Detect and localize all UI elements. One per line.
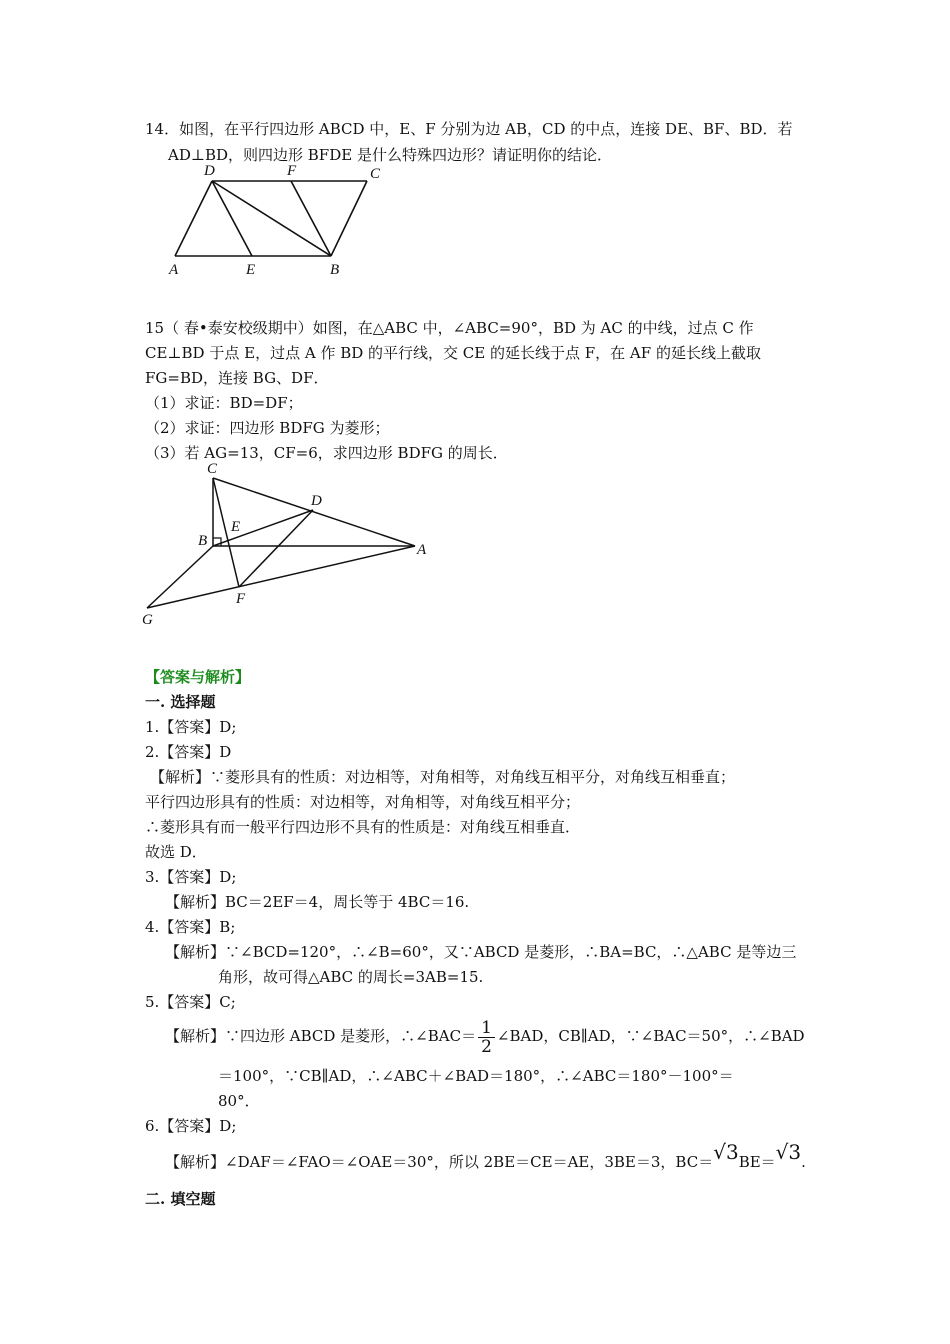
answer-5-explanation-3: 80°． bbox=[218, 1092, 260, 1110]
section-fill-blank-heading: 二. 填空题 bbox=[145, 1190, 216, 1208]
q14-parallelogram-figure bbox=[160, 158, 400, 283]
answer-4-explanation-1: 【解析】∵∠BCD=120°，∴∠B=60°，又∵ABCD 是菱形，∴BA=BC，∴△ABC 是等边三 bbox=[165, 943, 797, 961]
q15-label-B: B bbox=[198, 533, 208, 549]
q14-label-B: B bbox=[330, 262, 340, 278]
answer-2-explanation-2: 平行四边形具有的性质：对边相等，对角相等，对角线互相平分； bbox=[145, 793, 581, 811]
q14-edge-FB bbox=[291, 181, 331, 256]
answer-6-explanation bbox=[165, 1140, 806, 1172]
answer-6: 6.【答案】D; bbox=[145, 1117, 237, 1135]
q14-label-C: C bbox=[370, 166, 381, 182]
answer-5-explanation-1-pre: 【解析】∵四边形 ABCD 是菱形，∴∠BAC＝ bbox=[165, 1027, 477, 1045]
q15-edge-GA bbox=[147, 546, 415, 608]
q15-label-A: A bbox=[417, 542, 427, 558]
q15-label-D: D bbox=[311, 493, 322, 509]
answer-2-explanation-4: 故选 D． bbox=[145, 843, 207, 861]
fraction-one-half bbox=[478, 1019, 495, 1056]
sqrt-three-2: √3 bbox=[775, 1140, 802, 1164]
q15-triangle-figure bbox=[135, 458, 435, 628]
q15-text-line3: FG=BD，连接 BG、DF． bbox=[145, 369, 329, 387]
answer-4: 4.【答案】B; bbox=[145, 918, 236, 936]
q14-edge-CB bbox=[331, 181, 367, 256]
q15-label-E: E bbox=[231, 519, 241, 535]
q14-edge-DE bbox=[212, 181, 252, 256]
answer-2-explanation-1: 【解析】∵菱形具有的性质：对边相等，对角相等，对角线互相平分，对角线互相垂直； bbox=[150, 768, 736, 786]
answer-6-explanation-pre: 【解析】∠DAF＝∠FAO＝∠OAE＝30°，所以 2BE＝CE＝AE，3BE＝3，BC＝ bbox=[165, 1153, 714, 1171]
answer-4-explanation-2: 角形，故可得△ABC 的周长=3AB=15. bbox=[218, 968, 484, 986]
q14-edge-AD bbox=[175, 181, 212, 256]
answer-5: 5.【答案】C; bbox=[145, 993, 236, 1011]
answer-2-explanation-3: ∴菱形具有而一般平行四边形不具有的性质是：对角线互相垂直． bbox=[145, 818, 581, 836]
answer-6-explanation-mid: BE＝ bbox=[738, 1153, 776, 1171]
q15-part1: （1）求证：BD=DF； bbox=[145, 394, 303, 412]
answer-2: 2.【答案】D bbox=[145, 743, 232, 761]
q14-label-F: F bbox=[287, 163, 297, 179]
q15-edge-BG bbox=[147, 546, 213, 608]
answer-3-explanation: 【解析】BC＝2EF＝4，周长等于 4BC＝16. bbox=[165, 893, 470, 911]
sqrt-three-1: √3 bbox=[713, 1140, 739, 1164]
q15-part2: （2）求证：四边形 BDFG 为菱形； bbox=[145, 419, 390, 437]
q14-label-A: A bbox=[169, 262, 179, 278]
answer-5-explanation-2: ＝100°，∵CB∥AD，∴∠ABC＋∠BAD＝180°，∴∠ABC＝180°－100°＝ bbox=[218, 1067, 734, 1085]
answer-5-explanation-1-post: ∠BAD，CB∥AD，∵∠BAC＝50°，∴∠BAD bbox=[496, 1027, 805, 1045]
q14-label-E: E bbox=[246, 262, 256, 278]
q15-label-F: F bbox=[236, 591, 246, 607]
q15-label-G: G bbox=[142, 612, 153, 628]
section-choice-heading: 一. 选择题 bbox=[145, 693, 216, 711]
q15-part3: （3）若 AG=13，CF=6，求四边形 BDFG 的周长． bbox=[145, 444, 508, 462]
q14-label-D: D bbox=[204, 163, 215, 179]
answer-6-explanation-end: . bbox=[801, 1153, 806, 1171]
q15-text-line1: 15（ 春•泰安校级期中）如图，在△ABC 中，∠ABC=90°，BD 为 AC 的中线，过点 C 作 bbox=[145, 319, 754, 337]
q15-label-C: C bbox=[207, 461, 218, 477]
q14-text-line2: AD⊥BD，则四边形 BFDE 是什么特殊四边形？请证明你的结论． bbox=[168, 146, 612, 164]
answer-5-explanation-1 bbox=[165, 1014, 805, 1058]
q15-text-line2: CE⊥BD 于点 E，过点 A 作 BD 的平行线，交 CE 的延长线于点 F，在 AF 的延长线上截取 bbox=[145, 344, 761, 362]
q14-edge-DB bbox=[212, 181, 331, 256]
fraction-denominator: 2 bbox=[481, 1036, 492, 1057]
answer-3: 3.【答案】D; bbox=[145, 868, 237, 886]
q15-edge-DF bbox=[239, 510, 313, 587]
q14-text-line1: 14．如图，在平行四边形 ABCD 中，E、F 分别为边 AB，CD 的中点，连接 DE、BF、BD．若 bbox=[145, 120, 793, 138]
answers-heading: 【答案与解析】 bbox=[145, 668, 251, 686]
fraction-numerator: 1 bbox=[478, 1019, 495, 1038]
answer-1: 1.【答案】D; bbox=[145, 718, 237, 736]
